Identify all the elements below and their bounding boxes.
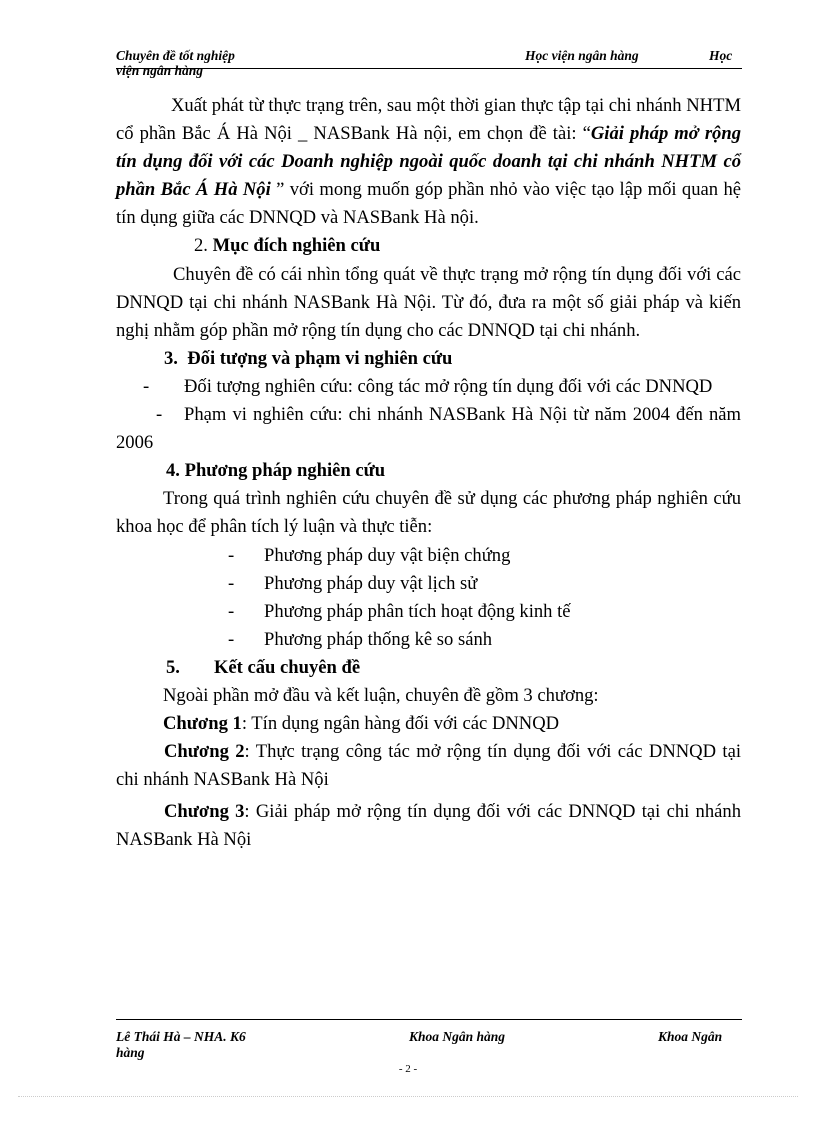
intro-text-end: ” với mong muốn góp phần nhỏ vào việc tạo lập mối quan hệ tín dụng giữa các DNNQD và NASBank Hà nội. bbox=[116, 179, 741, 229]
section-title: Đối tượng và phạm vi nghiên cứu bbox=[187, 347, 453, 369]
section-4-paragraph: Trong quá trình nghiên cứu chuyên đề sử dụng các phương pháp nghiên cứu khoa học để phân tích lý luận và thực tiễn: bbox=[116, 488, 741, 538]
intro-text: Xuất phát từ thực trạng trên, sau một thời gian thực tập tại chi nhánh NHTM cổ phần Bắc Á Hà Nội _ NASBank Hà nội, em chọn đề tài: “ bbox=[116, 95, 741, 145]
method-item bbox=[116, 570, 741, 598]
method-item bbox=[116, 542, 741, 570]
dash-marker: - bbox=[143, 375, 150, 397]
document-body bbox=[116, 92, 741, 855]
chapter-label: Chương 1 bbox=[163, 713, 242, 735]
section-number: 3. bbox=[164, 347, 178, 369]
list-item-text: Phạm vi nghiên cứu: chi nhánh NASBank Hà Nội từ năm 2004 đến năm 2006 bbox=[116, 404, 741, 454]
method-item bbox=[116, 626, 741, 654]
list-item bbox=[116, 373, 741, 401]
dash-marker: - bbox=[228, 628, 235, 650]
footer-center: Khoa Ngân hàng bbox=[409, 1029, 506, 1044]
method-item bbox=[116, 598, 741, 626]
footer-right: Khoa Ngân bbox=[658, 1029, 723, 1044]
list-item-text: Đối tượng nghiên cứu: công tác mở rộng tín dụng đối với các DNNQD bbox=[184, 375, 713, 397]
header-center: Học viện ngân hàng bbox=[525, 48, 639, 63]
method-text: Phương pháp duy vật lịch sử bbox=[264, 572, 478, 594]
header-left-line2: viện ngân hàng bbox=[116, 63, 204, 78]
section-3-heading bbox=[116, 345, 741, 373]
method-text: Phương pháp thống kê so sánh bbox=[264, 628, 493, 650]
section-2-paragraph: Chuyên đề có cái nhìn tổng quát về thực trạng mở rộng tín dụng đối với các DNNQD tại chi nhánh NASBank Hà Nội. Từ đó, đưa ra một số giải pháp và kiến nghị nhằm góp phần mở rộng tín dụng cho các DNNQD tại chi nhánh. bbox=[116, 263, 741, 341]
chapter-1 bbox=[116, 710, 741, 738]
section-number: 5. bbox=[166, 656, 180, 678]
method-text: Phương pháp duy vật biện chứng bbox=[264, 544, 511, 566]
section-title: Mục đích nghiên cứu bbox=[212, 235, 381, 257]
dash-marker: - bbox=[156, 404, 163, 426]
list-item bbox=[116, 401, 741, 457]
footer-left-line2: hàng bbox=[116, 1045, 145, 1060]
chapter-text: : Giải pháp mở rộng tín dụng đối với các DNNQD tại chi nhánh NASBank Hà Nội bbox=[116, 801, 741, 851]
footer-left: Lê Thái Hà – NHA. K6 bbox=[116, 1029, 246, 1044]
section-title: Kết cấu chuyên đề bbox=[213, 656, 361, 678]
dash-marker: - bbox=[228, 572, 235, 594]
chapter-label: Chương 3 bbox=[164, 801, 245, 823]
section-4-heading: 4. Phương pháp nghiên cứu bbox=[166, 460, 386, 482]
dash-marker: - bbox=[228, 600, 235, 622]
page-boundary bbox=[18, 1096, 798, 1097]
intro-paragraph bbox=[116, 92, 741, 232]
page-number: - 2 - bbox=[398, 1063, 418, 1075]
section-5-paragraph: Ngoài phần mở đầu và kết luận, chuyên đề gồm 3 chương: bbox=[163, 684, 599, 706]
section-5-heading bbox=[116, 654, 741, 682]
thesis-title: Giải pháp mở rộng tín dụng đối với các Doanh nghiệp ngoài quốc doanh tại chi nhánh NHTM cổ phần Bắc Á Hà Nội bbox=[116, 123, 741, 201]
header-right: Học bbox=[709, 48, 733, 63]
chapter-3 bbox=[116, 798, 741, 854]
header-rule bbox=[116, 68, 742, 69]
dash-marker: - bbox=[228, 544, 235, 566]
section-number: 2. bbox=[194, 235, 208, 257]
method-text: Phương pháp phân tích hoạt động kinh tế bbox=[264, 600, 571, 622]
chapter-label: Chương 2 bbox=[164, 741, 245, 763]
footer-rule bbox=[116, 1019, 742, 1020]
header-left: Chuyên đề tốt nghiệp bbox=[116, 48, 235, 63]
section-2-heading bbox=[116, 232, 741, 260]
chapter-text: : Thực trạng công tác mở rộng tín dụng đối với các DNNQD tại chi nhánh NASBank Hà Nội bbox=[116, 741, 742, 791]
chapter-2 bbox=[116, 738, 741, 794]
chapter-text: : Tín dụng ngân hàng đối với các DNNQD bbox=[241, 713, 560, 735]
